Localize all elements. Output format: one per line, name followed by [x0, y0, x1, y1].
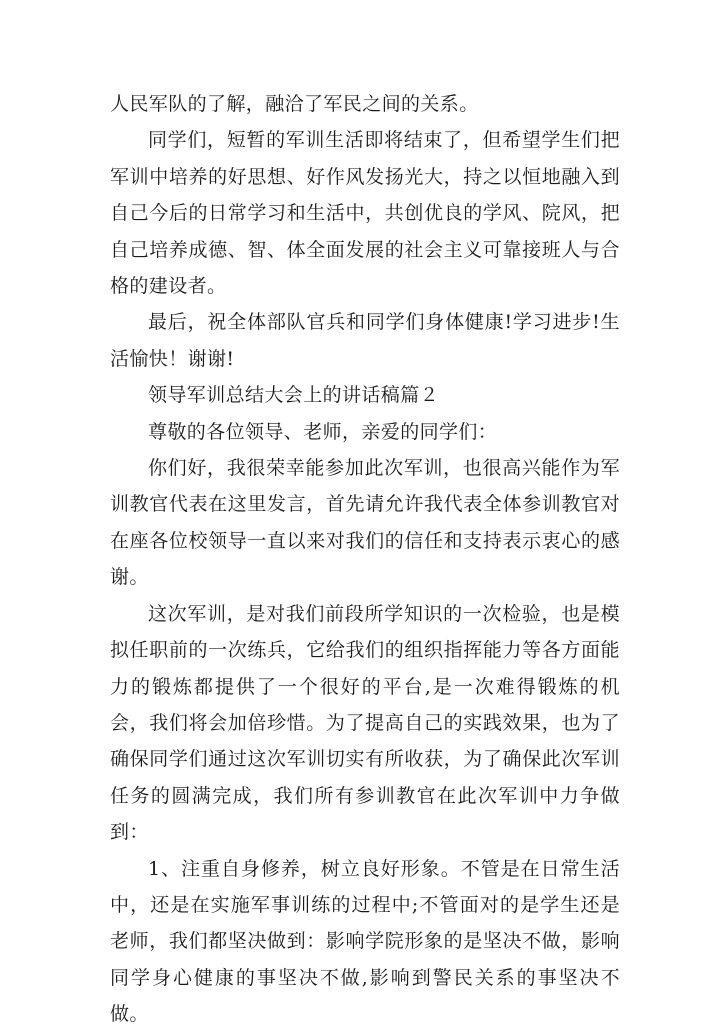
paragraph-closing-hope: 同学们，短暂的军训生活即将结束了，但希望学生们把军训中培养的好思想、好作风发扬光大，持之以恒地融入到自己今后的日常学习和生活中，共创优良的学风、院风，把自己培养成德、智、体全面发展的社会主义可靠接班人与合格的建设者。 — [110, 129, 620, 298]
paragraph-training-purpose: 这次军训，是对我们前段所学知识的一次检验，也是模拟任职前的一次练兵，它给我们的组织指挥能力等各方面能力的锻炼都提供了一个很好的平台,是一次难得锻炼的机会，我们将会加倍珍惜。为了提高自己的实践效果，也为了确保同学们通过这次军训切实有所收获，为了确保此次军训任务的圆满完成，我们所有参训教官在此次军训中力争做到： — [110, 602, 620, 844]
paragraph-salutation: 尊敬的各位领导、老师，亲爱的同学们： — [148, 420, 498, 443]
paragraph-closing-thanks: 最后，祝全体部队官兵和同学们身体健康!学习进步!生活愉快！谢谢! — [110, 311, 620, 370]
paragraph-continuation: 人民军队的了解，融洽了军民之间的关系。 — [110, 93, 479, 115]
paragraph-greeting: 你们好，我很荣幸能参加此次军训，也很高兴能作为军训教官代表在这里发言，首先请允许我代表全体参训教官对在座各位校领导一直以来对我们的信任和支持表示衷心的感谢。 — [110, 457, 620, 589]
paragraph-point-one: 1、注重自身修养，树立良好形象。不管是在日常生活中，还是在实施军事训练的过程中;不管面对的是学生还是老师，我们都坚决做到：影响学院形象的是坚决不做，影响同学身心健康的事坚决不做,影响到警民关系的事坚决不做。 — [110, 857, 620, 1026]
document-body — [110, 86, 620, 1033]
section-title: 领导军训总结大会上的讲话稿篇２ — [148, 384, 440, 407]
